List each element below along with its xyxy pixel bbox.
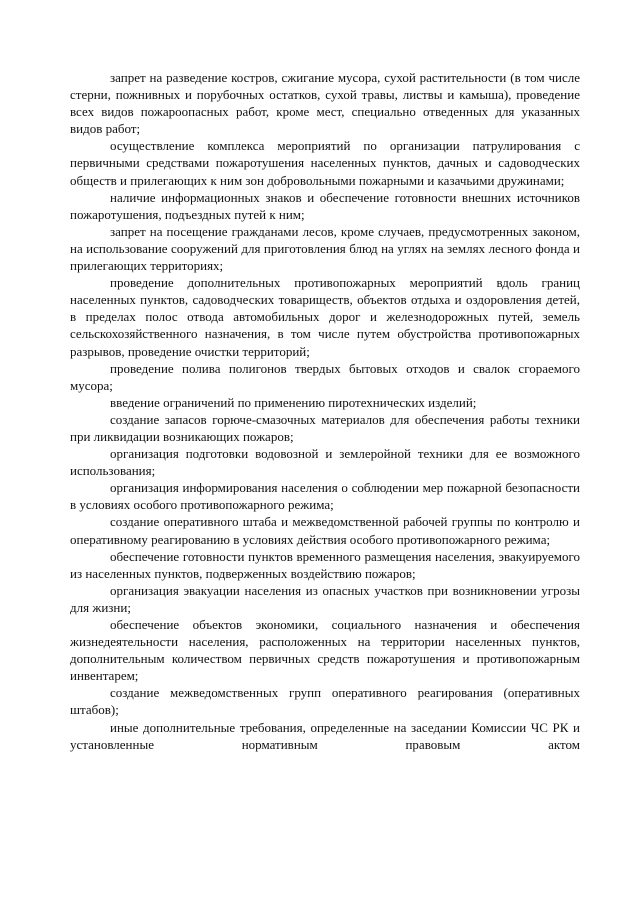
- paragraph-fire-ban: запрет на разведение костров, сжигание мусора, сухой растительности (в том числе стерни, пожнивных и порубочных остатков, сухой травы, листвы и камыша), проведение всех видов пожароопасных работ, кроме мест, специально отведенных для указанных видов работ;: [70, 70, 580, 137]
- paragraph-fuel-reserves: создание запасов горюче-смазочных материалов для обеспечения работы техники при ликвидации возникающих пожаров;: [70, 411, 580, 444]
- paragraph-landfill-watering: проведение полива полигонов твердых бытовых отходов и свалок сгораемого мусора;: [70, 360, 580, 393]
- paragraph-evacuation: организация эвакуации населения из опасных участков при возникновении угрозы для жизни;: [70, 582, 580, 615]
- paragraph-patrol: осуществление комплекса мероприятий по организации патрулирования с первичными средствами пожаротушения населенных пунктов, дачных и садоводческих обществ и прилегающих к ним зон добровольными пожарными и казачьими дружинами;: [70, 138, 580, 188]
- paragraph-public-info: организация информирования населения о соблюдении мер пожарной безопасности в условиях особого противопожарного режима;: [70, 480, 580, 513]
- paragraph-temp-housing: обеспечение готовности пунктов временного размещения населения, эвакуируемого из населенных пунктов, подверженных воздействию пожаров;: [70, 548, 580, 581]
- paragraph-extinguishing-means: обеспечение объектов экономики, социального назначения и обеспечения жизнедеятельности населения, расположенных на территории населенных пунктов, дополнительным количеством первичных средств пожаротушения и противопожарным инвентарем;: [70, 617, 580, 684]
- paragraph-info-signs: наличие информационных знаков и обеспечение готовности внешних источников пожаротушения, подъездных путей к ним;: [70, 189, 580, 222]
- paragraph-pyrotechnics: введение ограничений по применению пиротехнических изделий;: [110, 394, 477, 410]
- paragraph-operational-hq: создание оперативного штаба и межведомственной рабочей группы по контролю и оперативному реагированию в условиях действия особого противопожарного режима;: [70, 514, 580, 547]
- paragraph-response-groups: создание межведомственных групп оперативного реагирования (оперативных штабов);: [70, 685, 580, 718]
- document-body: [70, 69, 580, 753]
- paragraph-equipment-prep: организация подготовки водовозной и землеройной техники для ее возможного использования;: [70, 446, 580, 479]
- paragraph-additional-measures: проведение дополнительных противопожарных мероприятий вдоль границ населенных пунктов, садоводческих товариществ, объектов отдыха и оздоровления детей, в пределах полос отвода автомобильных дорог и железнодорожных путей, земель сельскохозяйственного назначения, в том числе путем обустройства противопожарных разрывов, проведение очистки территорий;: [70, 275, 580, 359]
- paragraph-other-requirements: иные дополнительные требования, определенные на заседании Комиссии ЧС РК и установленные нормативным правовым актом: [70, 719, 580, 752]
- paragraph-forest-ban: запрет на посещение гражданами лесов, кроме случаев, предусмотренных законом, на использование сооружений для приготовления блюд на углях на землях лесного фонда и прилегающих территориях;: [70, 223, 580, 274]
